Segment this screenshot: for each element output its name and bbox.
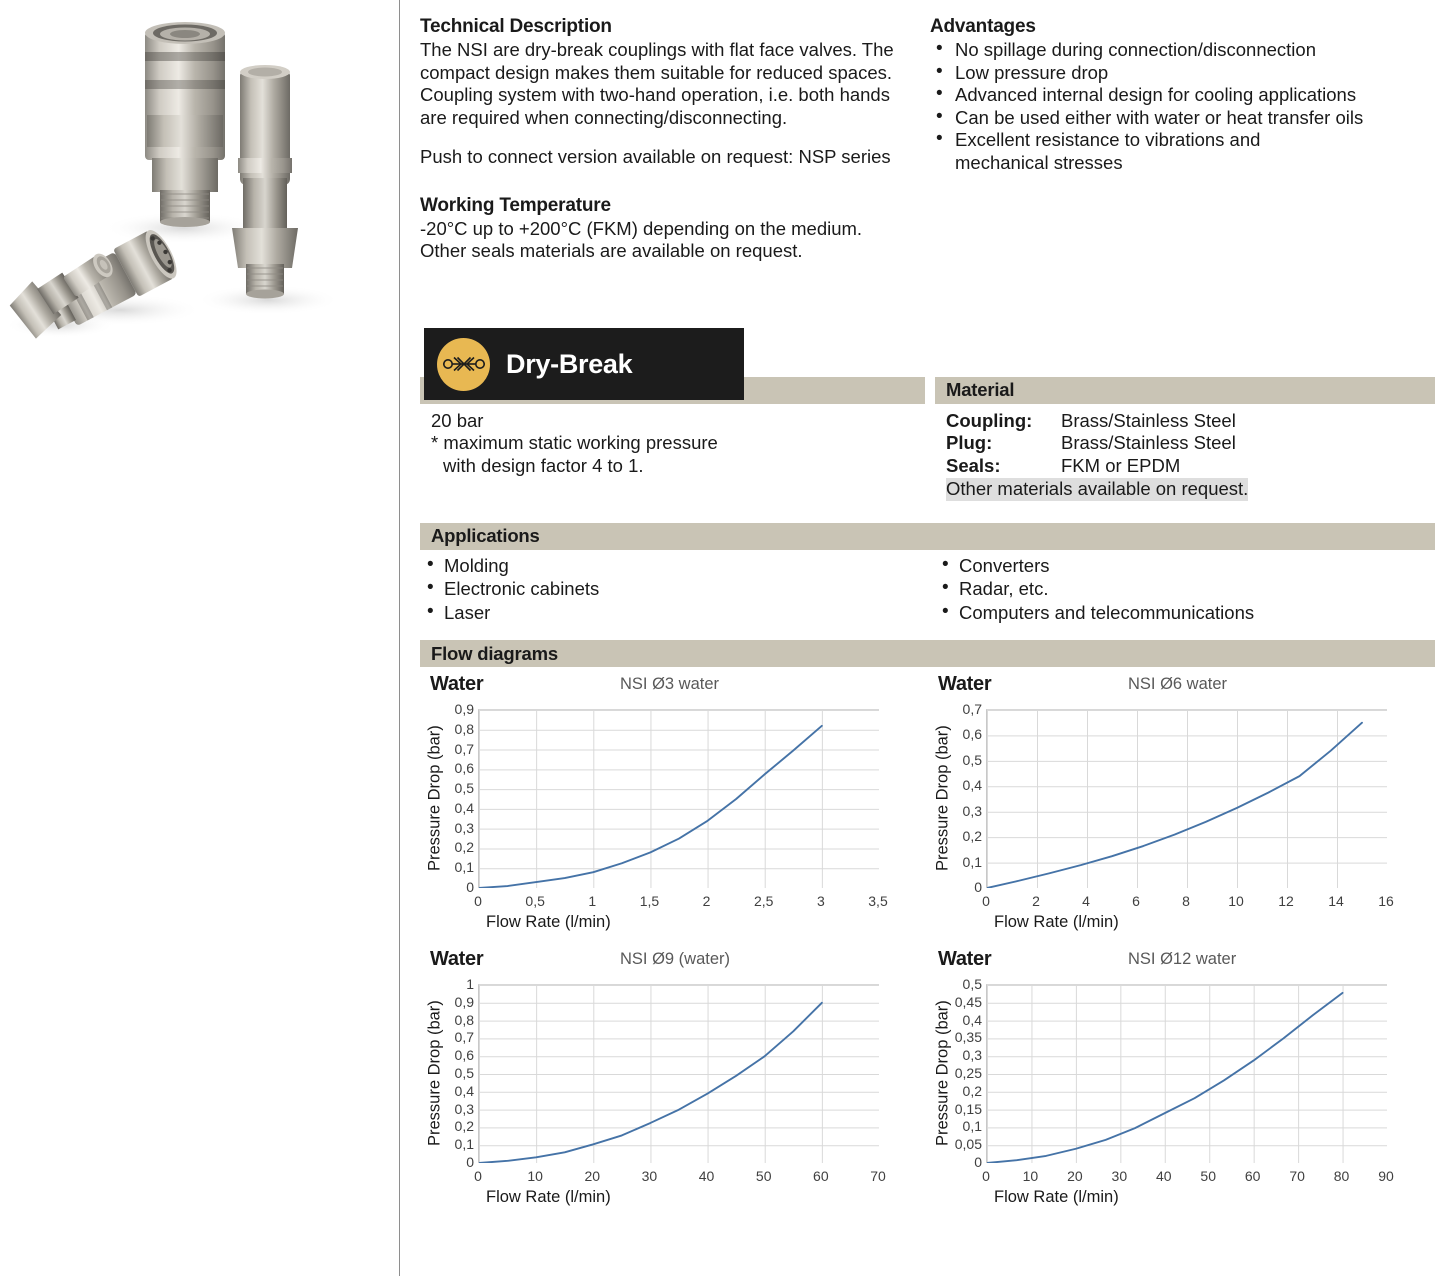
- y-tick-label: 0,9: [454, 701, 474, 717]
- material-key: Seals:: [946, 454, 1001, 476]
- chart-x-ticks: [982, 1168, 1394, 1185]
- x-tick-label: 20: [584, 1168, 601, 1184]
- technical-description-note: Push to connect version available on request: NSP series: [420, 146, 891, 167]
- flow-chart-nsi-d12-water: [928, 942, 1436, 1217]
- y-tick-label: 0,5: [454, 780, 474, 797]
- y-tick-label: 0,25: [954, 1065, 982, 1081]
- y-tick-label: 0,4: [454, 799, 474, 816]
- chart-x-axis-label: Flow Rate (l/min): [994, 1188, 1119, 1206]
- list-item: • Laser: [420, 601, 925, 625]
- chart-medium-label: Water: [430, 673, 484, 695]
- chart-x-ticks: [474, 1168, 886, 1185]
- y-tick-label: 0,3: [454, 819, 474, 836]
- working-temperature-heading: Working Temperature: [420, 194, 611, 216]
- y-tick-label: 0,4: [962, 777, 982, 794]
- x-tick-label: 0: [474, 893, 482, 909]
- chart-y-axis-label: Pressure Drop (bar): [425, 725, 444, 871]
- x-tick-label: 16: [1378, 893, 1394, 909]
- applications-panel: [420, 523, 1435, 625]
- y-tick-label: 0,5: [962, 751, 982, 768]
- y-tick-label: 0,1: [454, 859, 474, 876]
- list-item: • Low pressure drop: [930, 62, 1430, 85]
- x-tick-label: 60: [813, 1168, 829, 1184]
- chart-y-ticks: [428, 976, 474, 1170]
- x-tick-label: 10: [1022, 1168, 1039, 1184]
- y-tick-label: 0,1: [962, 853, 982, 870]
- technical-description-heading: Technical Description: [420, 16, 612, 37]
- x-tick-label: 30: [1111, 1168, 1128, 1184]
- x-tick-label: 1,5: [639, 893, 660, 909]
- material-value: Brass/Stainless Steel: [1061, 409, 1236, 431]
- material-key: Plug:: [946, 432, 993, 453]
- applications-list-right: [935, 554, 1435, 625]
- flow-diagrams-panel: [420, 640, 1435, 1217]
- chart-title: NSI Ø12 water: [1128, 950, 1237, 968]
- dry-break-badge: [424, 328, 744, 400]
- y-tick-label: 0: [466, 1154, 474, 1170]
- chart-x-ticks: [982, 893, 1394, 910]
- y-tick-label: 0,6: [454, 760, 474, 777]
- chart-medium-label: Water: [430, 948, 484, 970]
- list-item: • Computers and telecommunications: [935, 601, 1435, 625]
- x-tick-label: 8: [1182, 893, 1190, 909]
- material-row: [946, 455, 1435, 478]
- y-tick-label: 0,35: [954, 1029, 982, 1046]
- material-note: Other materials available on request.: [946, 478, 1249, 499]
- material-key: Coupling:: [946, 409, 1033, 431]
- chart-y-ticks: [936, 976, 982, 1170]
- dry-break-valve-icon: [437, 338, 490, 391]
- pressure-footnote-line2: with design factor 4 to 1.: [443, 454, 644, 476]
- x-tick-label: 1: [588, 893, 597, 909]
- y-tick-label: 0,8: [454, 720, 474, 737]
- list-item: • Radar, etc.: [935, 577, 1435, 601]
- chart-title: NSI Ø3 water: [620, 675, 720, 693]
- material-row: [946, 410, 1435, 433]
- flow-chart-nsi-d9-water: [420, 942, 928, 1217]
- flow-chart-nsi-d6-water: [928, 667, 1436, 942]
- y-tick-label: 0,15: [954, 1100, 982, 1117]
- pressure-value: 20 bar: [431, 409, 484, 431]
- plug-upright: [232, 65, 298, 299]
- advantages-heading: Advantages: [930, 16, 1036, 37]
- chart-x-axis-label: Flow Rate (l/min): [486, 913, 611, 931]
- column-divider: [399, 0, 400, 1276]
- valve-symbol-icon: [442, 352, 486, 376]
- x-tick-label: 0,5: [525, 893, 545, 909]
- chart-header: [420, 942, 928, 976]
- y-tick-label: 0,7: [962, 701, 982, 717]
- technical-description-text: The NSI are dry-break couplings with flat face valves. The compact design makes them suitable for reduced spaces. Coupling system with two-hand operation, i.e. both hands are required when connecting/disconnecting.: [420, 39, 894, 128]
- y-tick-label: 0,4: [962, 1011, 982, 1028]
- y-tick-label: 0,1: [962, 1118, 982, 1135]
- list-item-continuation: mechanical stresses: [955, 151, 1123, 173]
- product-photo-column: [0, 0, 400, 1276]
- flow-charts-grid: [420, 667, 1440, 1217]
- chart-header: [420, 667, 928, 701]
- chart-plot-area: [420, 976, 928, 1216]
- y-tick-label: 0,05: [954, 1136, 982, 1153]
- max-working-pressure-body: [420, 404, 925, 478]
- list-item: • No spillage during connection/disconnection: [930, 39, 1430, 62]
- intro-row: [420, 0, 1435, 263]
- y-tick-label: 0,1: [454, 1136, 474, 1153]
- chart-y-ticks: [428, 701, 474, 895]
- product-photo: [0, 0, 380, 390]
- chart-canvas: [478, 984, 879, 1163]
- material-row: [946, 432, 1435, 455]
- y-tick-label: 0,9: [454, 993, 474, 1010]
- technical-description-block: [420, 16, 920, 263]
- applications-list-left: [420, 554, 925, 625]
- material-body: [935, 404, 1435, 501]
- chart-canvas: [478, 709, 879, 888]
- material-panel: [935, 377, 1435, 501]
- x-tick-label: 0: [474, 1168, 482, 1184]
- chart-y-axis-label: Pressure Drop (bar): [425, 1000, 444, 1146]
- chart-x-ticks: [474, 893, 888, 910]
- x-tick-label: 10: [527, 1168, 543, 1184]
- x-tick-label: 40: [1155, 1168, 1172, 1184]
- x-tick-label: 3: [816, 893, 825, 909]
- x-tick-label: 10: [1228, 893, 1244, 909]
- y-tick-label: 0,7: [454, 1029, 474, 1046]
- y-tick-label: 0,2: [962, 1082, 982, 1099]
- chart-plot-area: [928, 701, 1436, 941]
- advantages-list: [930, 39, 1430, 174]
- chart-plot-area: [928, 976, 1436, 1216]
- applications-columns: [420, 550, 1435, 625]
- chart-medium-label: Water: [938, 673, 992, 695]
- x-tick-label: 60: [1244, 1168, 1261, 1184]
- y-tick-label: 0,5: [962, 976, 982, 992]
- y-tick-label: 0,7: [454, 740, 474, 757]
- chart-canvas: [986, 709, 1387, 888]
- list-item: • Advanced internal design for cooling applications: [930, 84, 1430, 107]
- x-tick-label: 40: [698, 1168, 715, 1184]
- chart-plot-area: [420, 701, 928, 941]
- x-tick-label: 80: [1333, 1168, 1350, 1184]
- x-tick-label: 90: [1378, 1168, 1394, 1184]
- y-tick-label: 0: [974, 1154, 982, 1170]
- pressure-footnote-line1: * maximum static working pressure: [431, 432, 718, 453]
- material-bar: [935, 377, 1435, 404]
- material-heading: Material: [946, 379, 1015, 400]
- working-temperature-line2: Other seals materials are available on request.: [420, 240, 803, 261]
- y-tick-label: 0,8: [454, 1011, 474, 1028]
- x-tick-label: 50: [1200, 1168, 1217, 1184]
- x-tick-label: 3,5: [868, 893, 888, 909]
- list-item: • Converters: [935, 554, 1435, 578]
- dry-break-label: Dry-Break: [506, 348, 633, 379]
- chart-title: NSI Ø9 (water): [620, 950, 731, 968]
- x-tick-label: 0: [982, 893, 990, 909]
- advantages-block: [930, 16, 1430, 263]
- material-value: FKM or EPDM: [1061, 454, 1181, 476]
- flow-diagrams-heading: Flow diagrams: [431, 642, 558, 664]
- x-tick-label: 12: [1278, 893, 1294, 909]
- x-tick-label: 2: [1032, 893, 1040, 909]
- x-tick-label: 50: [755, 1168, 772, 1184]
- chart-y-ticks: [936, 701, 982, 895]
- chart-title: NSI Ø6 water: [1128, 675, 1228, 693]
- working-temperature-line1: -20°C up to +200°C (FKM) depending on the medium.: [420, 217, 863, 239]
- x-tick-label: 70: [1289, 1168, 1305, 1184]
- x-tick-label: 30: [641, 1168, 658, 1184]
- y-tick-label: 0,6: [962, 726, 982, 743]
- applications-column-left: [420, 554, 925, 625]
- applications-column-right: [935, 554, 1435, 625]
- y-tick-label: 0,3: [454, 1100, 474, 1117]
- y-tick-label: 0: [466, 879, 474, 895]
- applications-heading: Applications: [431, 525, 540, 546]
- content-column: [420, 0, 1435, 1217]
- x-tick-label: 2: [702, 893, 711, 909]
- y-tick-label: 0,2: [962, 828, 982, 845]
- flow-diagrams-bar: [420, 640, 1435, 667]
- x-tick-label: 2,5: [753, 893, 774, 909]
- chart-x-axis-label: Flow Rate (l/min): [486, 1188, 611, 1206]
- list-item: • Molding: [420, 554, 925, 578]
- applications-bar: [420, 523, 1435, 550]
- y-tick-label: 0: [974, 879, 982, 895]
- chart-x-axis-label: Flow Rate (l/min): [994, 913, 1119, 931]
- list-item: • Excellent resistance to vibrations and: [930, 129, 1430, 152]
- chart-canvas: [986, 984, 1387, 1163]
- y-tick-label: 0,5: [454, 1065, 474, 1081]
- list-item: • Electronic cabinets: [420, 577, 925, 601]
- y-tick-label: 0,2: [454, 839, 474, 856]
- y-tick-label: 1: [466, 976, 474, 992]
- y-tick-label: 0,6: [454, 1047, 474, 1064]
- x-tick-label: 70: [870, 1168, 886, 1184]
- chart-y-axis-label: Pressure Drop (bar): [933, 725, 952, 871]
- y-tick-label: 0,3: [962, 802, 982, 819]
- chart-header: [928, 667, 1436, 701]
- y-tick-label: 0,45: [954, 993, 982, 1010]
- x-tick-label: 6: [1132, 893, 1140, 909]
- flow-chart-nsi-d3-water: [420, 667, 928, 942]
- y-tick-label: 0,3: [962, 1047, 982, 1064]
- x-tick-label: 14: [1328, 893, 1344, 909]
- x-tick-label: 0: [982, 1168, 990, 1184]
- y-tick-label: 0,4: [454, 1082, 474, 1099]
- x-tick-label: 4: [1082, 893, 1090, 909]
- x-tick-label: 20: [1067, 1168, 1083, 1184]
- material-value: Brass/Stainless Steel: [1061, 432, 1236, 453]
- chart-header: [928, 942, 1436, 976]
- coupling-body-upright: [145, 22, 225, 227]
- chart-y-axis-label: Pressure Drop (bar): [933, 1000, 952, 1146]
- y-tick-label: 0,2: [454, 1118, 474, 1135]
- list-item: • Can be used either with water or heat transfer oils: [930, 107, 1430, 130]
- chart-medium-label: Water: [938, 948, 992, 970]
